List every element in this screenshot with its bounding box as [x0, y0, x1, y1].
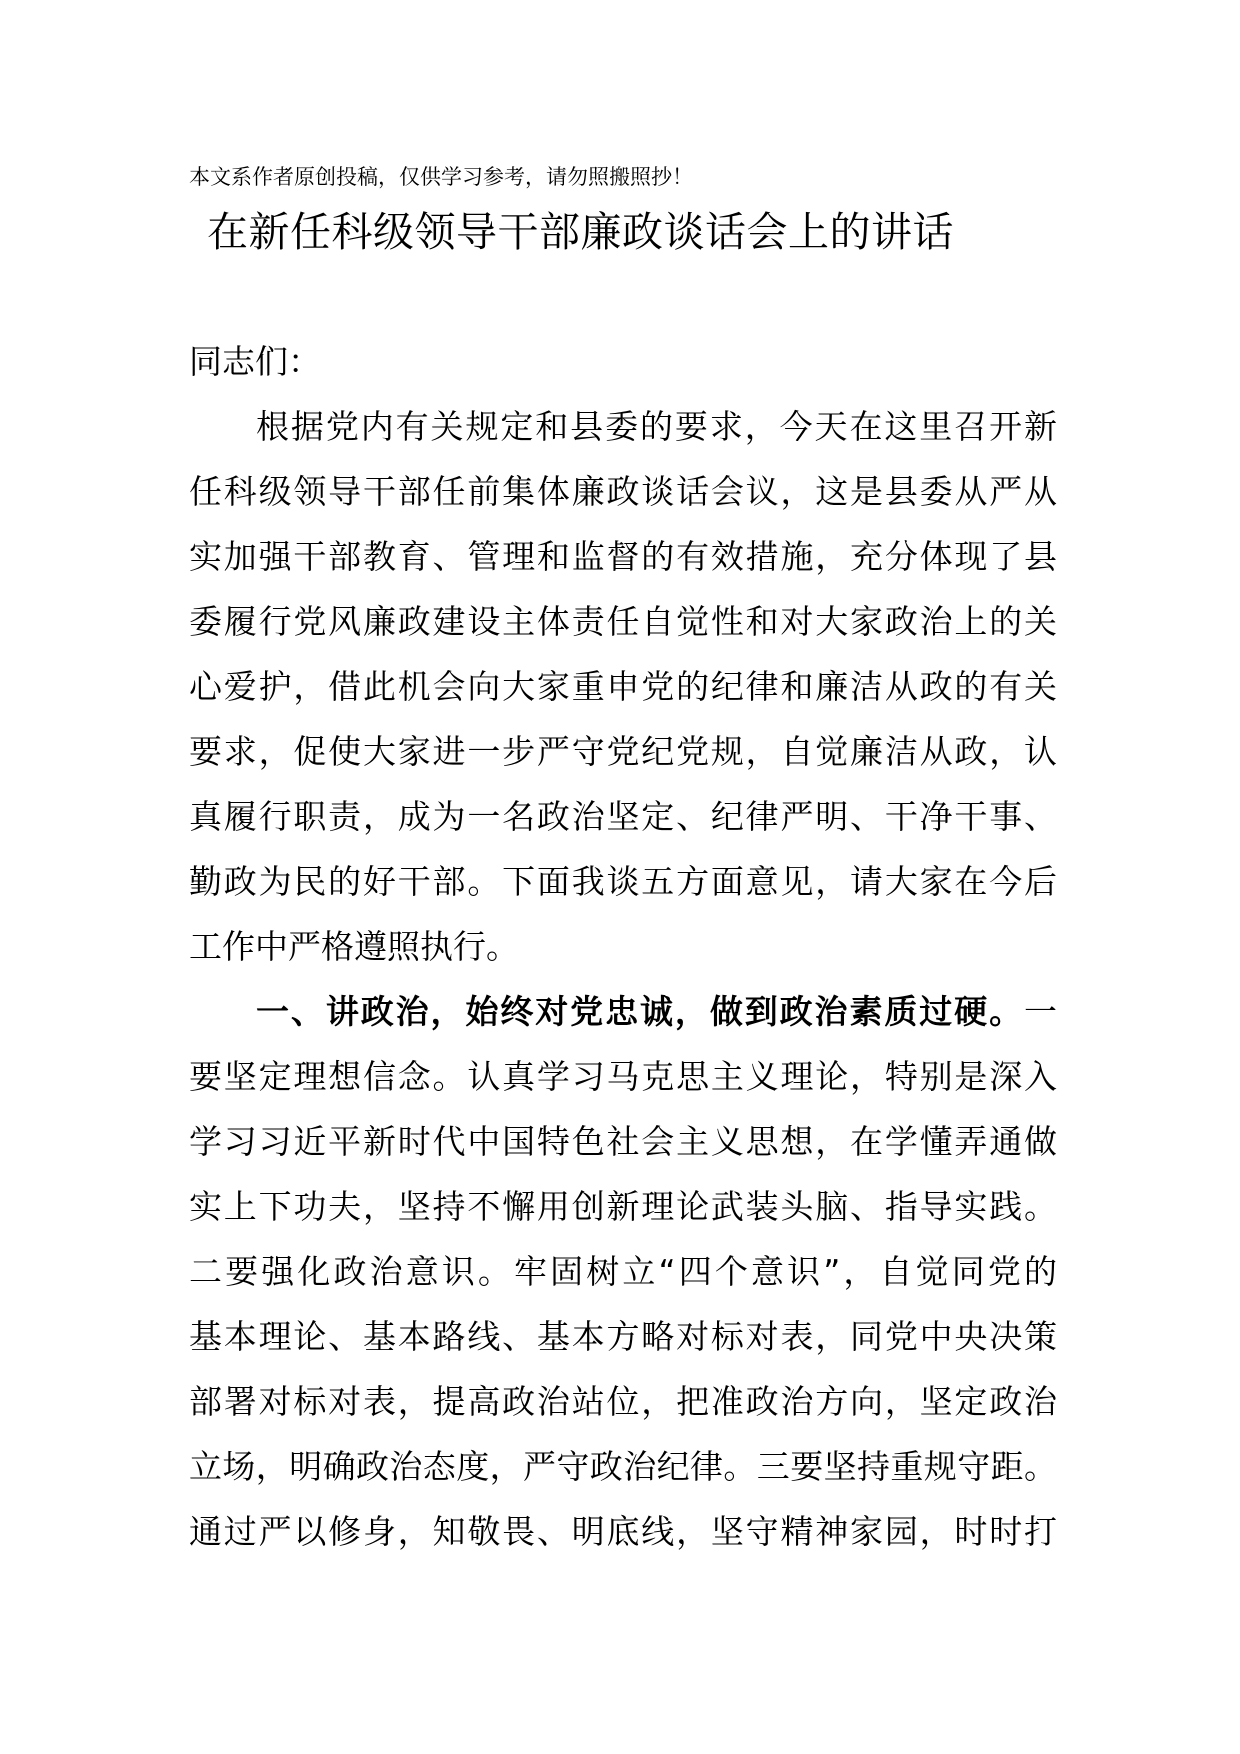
paragraph-line: 实上下功夫，坚持不懈用创新理论武装头脑、指导实践。 — [189, 1187, 1057, 1226]
paragraph-line: 二要强化政治意识。牢固树立“四个意识”，自觉同党的 — [189, 1252, 1057, 1291]
paragraph-line: 任科级领导干部任前集体廉政谈话会议，这是县委从严从 — [189, 472, 1057, 511]
paragraph-line: 实加强干部教育、管理和监督的有效措施，充分体现了县 — [189, 537, 1057, 576]
section-heading-line — [189, 979, 1057, 1044]
paragraph-text: 一 — [1024, 992, 1057, 1031]
paragraph-line: 勤政为民的好干部。下面我谈五方面意见，请大家在今后 — [189, 862, 1057, 901]
paragraph-line: 根据党内有关规定和县委的要求，今天在这里召开新 — [256, 407, 1057, 446]
paragraph-line: 基本理论、基本路线、基本方略对标对表，同党中央决策 — [189, 1317, 1057, 1356]
paragraph-line: 委履行党风廉政建设主体责任自觉性和对大家政治上的关 — [189, 602, 1057, 641]
paragraph-line: 要求，促使大家进一步严守党纪党规，自觉廉洁从政，认 — [189, 732, 1057, 771]
paragraph-line: 心爱护，借此机会向大家重申党的纪律和廉洁从政的有关 — [189, 667, 1057, 706]
document-body — [189, 329, 1057, 1564]
paragraph-line: 立场，明确政治态度，严守政治纪律。三要坚持重规守距。 — [189, 1447, 1057, 1486]
paragraph-line: 学习习近平新时代中国特色社会主义思想，在学懂弄通做 — [189, 1122, 1057, 1161]
copyright-note: 本文系作者原创投稿，仅供学习参考，请勿照搬照抄！ — [189, 165, 693, 189]
paragraph-line: 部署对标对表，提高政治站位，把准政治方向，坚定政治 — [189, 1382, 1057, 1421]
section-heading: 一、讲政治，始终对党忠诚，做到政治素质过硬。 — [256, 992, 1024, 1031]
document-title: 在新任科级领导干部廉政谈话会上的讲话 — [207, 208, 954, 256]
paragraph-line: 工作中严格遵照执行。 — [189, 927, 519, 966]
salutation: 同志们： — [189, 342, 321, 381]
paragraph-line: 通过严以修身，知敬畏、明底线，坚守精神家园，时时打 — [189, 1512, 1057, 1551]
paragraph-line: 要坚定理想信念。认真学习马克思主义理论，特别是深入 — [189, 1057, 1057, 1096]
paragraph-line: 真履行职责，成为一名政治坚定、纪律严明、干净干事、 — [189, 797, 1057, 836]
